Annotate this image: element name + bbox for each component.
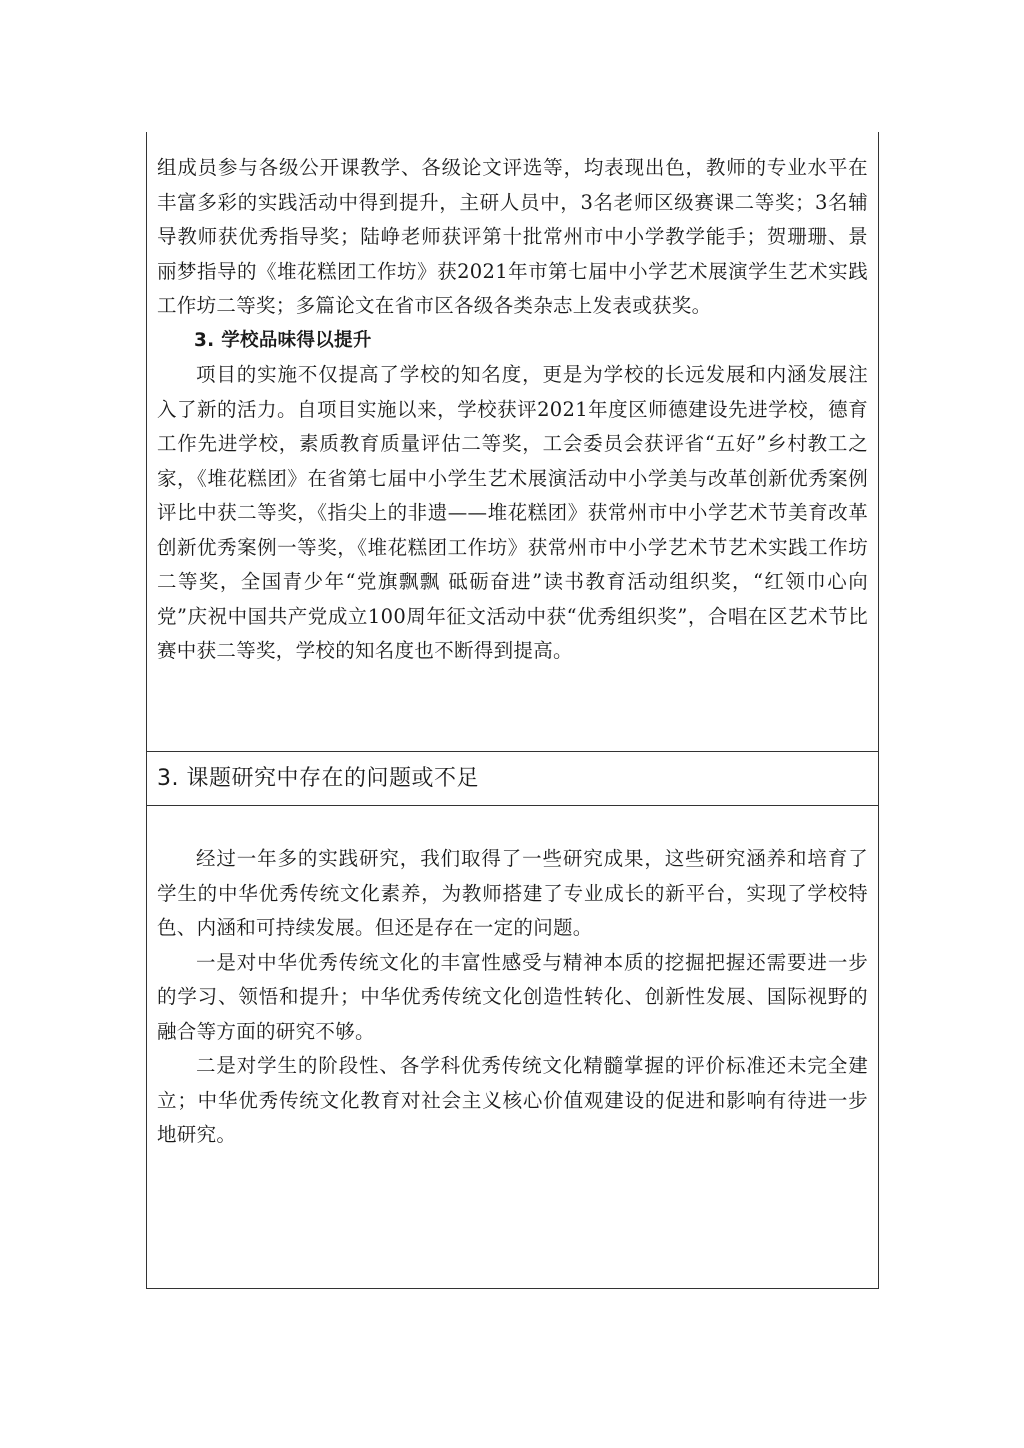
problems-text	[157, 842, 868, 1153]
continuation-paragraph: 组成员参与各级公开课教学、各级论文评选等，均表现出色，教师的专业水平在丰富多彩的实践活动中得到提升，主研人员中，3名老师区级赛课二等奖；3名辅导教师获优秀指导奖；陆峥老师获评第十批常州市中小学教学能手；贺珊珊、景丽梦指导的《堆花糕团工作坊》获2021年市第七届中小学艺术展演学生艺术实践工作坊二等奖；多篇论文在省市区各级各类杂志上发表或获奖。	[157, 156, 868, 317]
report-table	[146, 132, 879, 1289]
achievements-text	[157, 151, 868, 669]
problems-cell	[147, 806, 878, 1288]
problems-paragraph-first: 一是对中华优秀传统文化的丰富性感受与精神本质的挖掘把握还需要进一步的学习、领悟和提升；中华优秀传统文化创造性转化、创新性发展、国际视野的融合等方面的研究不够。	[157, 950, 868, 1043]
problems-paragraph-second: 二是对学生的阶段性、各学科优秀传统文化精髓掌握的评价标准还未完全建立；中华优秀传统文化教育对社会主义核心价值观建设的促进和影响有待进一步地研究。	[157, 1054, 868, 1146]
problems-header-cell	[147, 752, 878, 806]
achievements-cell	[147, 132, 878, 752]
problems-section-title: 3. 课题研究中存在的问题或不足	[157, 766, 479, 791]
problems-paragraph-intro: 经过一年多的实践研究，我们取得了一些研究成果，这些研究涵养和培育了学生的中华优秀传统文化素养，为教师搭建了专业成长的新平台，实现了学校特色、内涵和可持续发展。但还是存在一定的问题。	[157, 847, 868, 939]
school-taste-subheading: 3. 学校品味得以提升	[194, 329, 372, 351]
school-taste-paragraph: 项目的实施不仅提高了学校的知名度，更是为学校的长远发展和内涵发展注入了新的活力。自项目实施以来，学校获评2021年度区师德建设先进学校，德育工作先进学校，素质教育质量评估二等奖，工会委员会获评省“五好”乡村教工之家，《堆花糕团》在省第七届中小学生艺术展演活动中小学美与改革创新优秀案例评比中获二等奖，《指尖上的非遗——堆花糕团》获常州市中小学艺术节美育改革创新优秀案例一等奖，《堆花糕团工作坊》获常州市中小学艺术节艺术实践工作坊二等奖，全国青少年“党旗飘飘 砥砺奋进”读书教育活动组织奖，“红领巾心向党”庆祝中国共产党成立100周年征文活动中获“优秀组织奖”，合唱在区艺术节比赛中获二等奖，学校的知名度也不断得到提高。	[157, 363, 868, 662]
